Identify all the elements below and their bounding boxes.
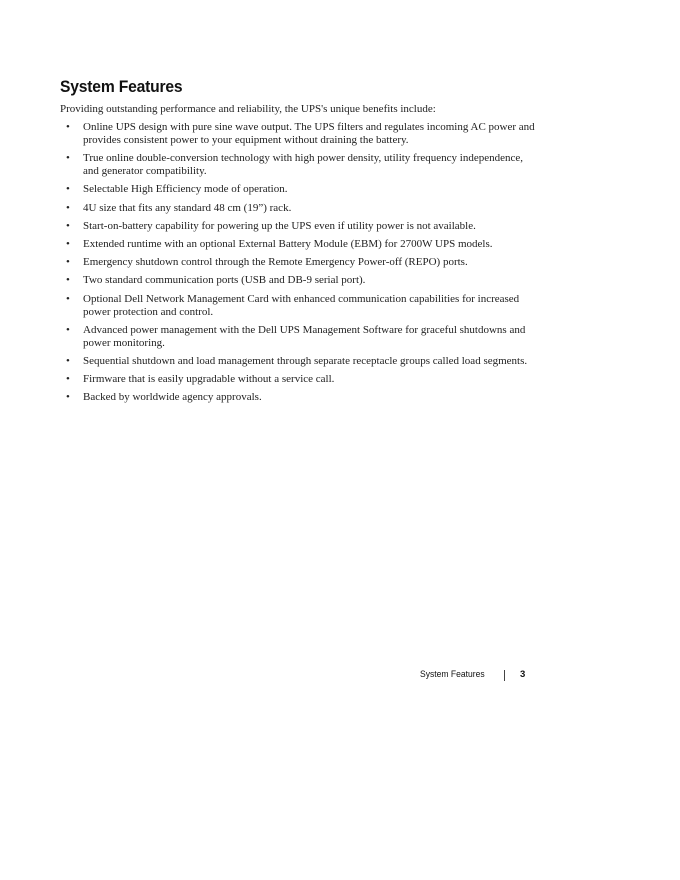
feature-text: Optional Dell Network Management Card with enhanced communication capabilities for increased power protection and control. (83, 292, 520, 318)
feature-list-item (60, 152, 540, 178)
bullet-icon: • (66, 219, 70, 232)
bullet-icon: • (66, 274, 70, 287)
bullet-icon: • (66, 183, 70, 196)
feature-text: Start-on-battery capability for powering up the UPS even if utility power is not available. (83, 219, 476, 232)
feature-list-item (60, 324, 540, 350)
bullet-icon: • (66, 237, 70, 250)
bullet-icon: • (66, 373, 70, 386)
footer-separator (504, 670, 505, 681)
feature-list-item (60, 274, 540, 287)
feature-list-item (60, 202, 540, 215)
intro-paragraph: Providing outstanding performance and reliability, the UPS's unique benefits include: (60, 103, 436, 115)
feature-text: Emergency shutdown control through the Remote Emergency Power-off (REPO) ports. (83, 256, 468, 269)
footer-section-title: System Features (420, 669, 485, 680)
page-number: 3 (520, 669, 526, 680)
feature-list (60, 121, 540, 409)
feature-list-item (60, 256, 540, 269)
bullet-icon: • (66, 391, 70, 404)
feature-text: Sequential shutdown and load management through separate receptacle groups called load segments. (83, 354, 528, 367)
feature-list-item (60, 121, 540, 147)
bullet-icon: • (66, 292, 70, 305)
feature-text: True online double-conversion technology with high power density, utility frequency independence, and generator compatibility. (83, 152, 523, 178)
feature-list-item (60, 183, 540, 196)
feature-list-item (60, 391, 540, 404)
feature-text: Two standard communication ports (USB and DB-9 serial port). (83, 274, 366, 287)
bullet-icon: • (66, 256, 70, 269)
feature-text: 4U size that fits any standard 48 cm (19”) rack. (83, 201, 292, 214)
bullet-icon: • (66, 354, 70, 367)
feature-list-item (60, 373, 540, 386)
feature-text: Backed by worldwide agency approvals. (83, 391, 262, 404)
bullet-icon: • (66, 201, 70, 214)
feature-list-item (60, 355, 540, 368)
bullet-icon: • (66, 323, 70, 336)
feature-text: Selectable High Efficiency mode of operation. (83, 183, 288, 196)
feature-text: Online UPS design with pure sine wave output. The UPS filters and regulates incoming AC power and provides consistent power to your equipment without draining the battery. (83, 121, 535, 146)
page-footer (420, 669, 526, 680)
feature-text: Firmware that is easily upgradable without a service call. (83, 373, 335, 386)
bullet-icon: • (66, 152, 70, 165)
feature-list-item (60, 220, 540, 233)
feature-list-item (60, 293, 540, 319)
section-title: System Features (60, 77, 183, 96)
feature-text: Advanced power management with the Dell UPS Management Software for graceful shutdowns and power monitoring. (83, 323, 526, 349)
feature-list-item (60, 238, 540, 251)
feature-text: Extended runtime with an optional External Battery Module (EBM) for 2700W UPS models. (83, 237, 493, 250)
bullet-icon: • (66, 121, 70, 133)
